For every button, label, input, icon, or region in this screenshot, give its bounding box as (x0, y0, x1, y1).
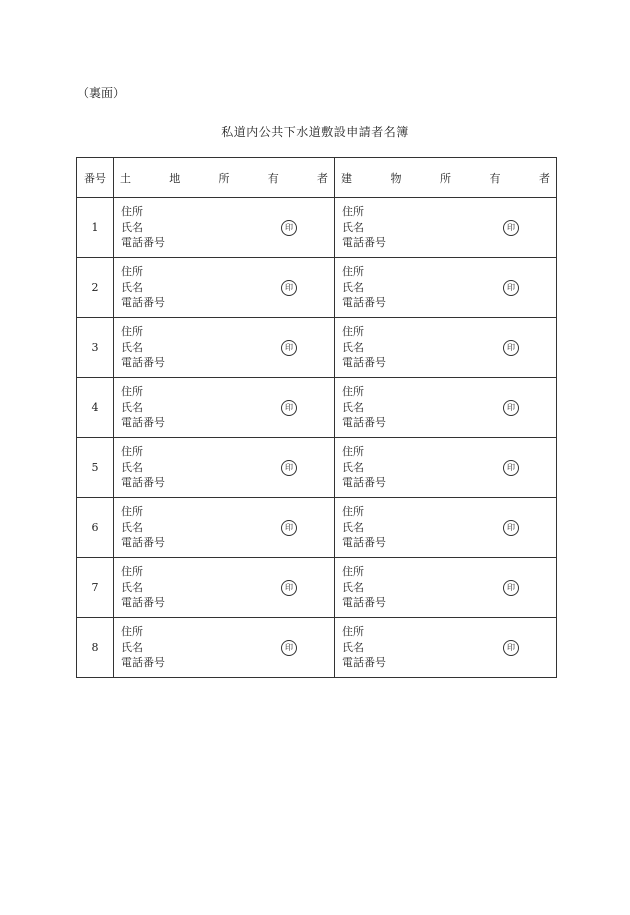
land-owner-header-char: 地 (169, 171, 181, 185)
building-owner-header-char: 所 (440, 171, 451, 185)
building-owner-cell[interactable] (335, 558, 557, 618)
seal-mark-icon: 印 (503, 520, 519, 536)
address-label: 住所 (342, 325, 364, 339)
seal-mark-icon: 印 (503, 400, 519, 416)
seal-mark-icon: 印 (503, 340, 519, 356)
number-column-header: 番号 (77, 158, 114, 198)
row-number: 3 (77, 318, 114, 378)
address-label: 住所 (121, 385, 143, 399)
name-label: 氏名 (121, 220, 143, 234)
building-owner-cell[interactable] (335, 258, 557, 318)
table-row (77, 318, 557, 378)
row-number: 2 (77, 258, 114, 318)
seal-mark-icon: 印 (503, 580, 519, 596)
table-row (77, 198, 557, 258)
table-row (77, 618, 557, 678)
land-owner-cell[interactable] (114, 558, 335, 618)
phone-label: 電話番号 (121, 596, 165, 610)
row-number: 8 (77, 618, 114, 678)
building-owner-header-char: 物 (390, 171, 402, 185)
seal-mark-icon: 印 (281, 640, 297, 656)
phone-label: 電話番号 (121, 536, 165, 550)
phone-label: 電話番号 (342, 476, 386, 490)
name-label: 氏名 (342, 460, 364, 474)
phone-label: 電話番号 (342, 416, 386, 430)
phone-label: 電話番号 (121, 296, 165, 310)
land-owner-column-header (114, 158, 335, 198)
building-owner-header-char: 建 (341, 171, 352, 185)
seal-mark-icon: 印 (281, 580, 297, 596)
name-label: 氏名 (121, 460, 143, 474)
name-label: 氏名 (121, 340, 143, 354)
name-label: 氏名 (342, 400, 364, 414)
seal-mark-icon: 印 (503, 280, 519, 296)
name-label: 氏名 (121, 520, 143, 534)
seal-mark-icon: 印 (281, 460, 297, 476)
name-label: 氏名 (342, 220, 364, 234)
name-label: 氏名 (121, 640, 143, 654)
seal-mark-icon: 印 (281, 340, 297, 356)
table-row (77, 378, 557, 438)
seal-mark-icon: 印 (503, 220, 519, 236)
address-label: 住所 (121, 505, 143, 519)
table-row (77, 258, 557, 318)
phone-label: 電話番号 (121, 656, 165, 670)
seal-mark-icon: 印 (281, 520, 297, 536)
name-label: 氏名 (342, 340, 364, 354)
row-number: 4 (77, 378, 114, 438)
name-label: 氏名 (342, 280, 364, 294)
address-label: 住所 (342, 565, 364, 579)
seal-mark-icon: 印 (281, 280, 297, 296)
land-owner-cell[interactable] (114, 258, 335, 318)
address-label: 住所 (121, 565, 143, 579)
land-owner-header-char: 有 (267, 171, 279, 185)
phone-label: 電話番号 (342, 596, 386, 610)
seal-mark-icon: 印 (503, 460, 519, 476)
building-owner-header-char: 有 (489, 171, 501, 185)
address-label: 住所 (342, 265, 364, 279)
seal-mark-icon: 印 (503, 640, 519, 656)
name-label: 氏名 (342, 640, 364, 654)
name-label: 氏名 (342, 580, 364, 594)
building-owner-header-char: 者 (539, 171, 550, 185)
name-label: 氏名 (121, 280, 143, 294)
address-label: 住所 (342, 385, 364, 399)
building-owner-column-header (335, 158, 557, 198)
land-owner-cell[interactable] (114, 378, 335, 438)
address-label: 住所 (121, 445, 143, 459)
row-number: 5 (77, 438, 114, 498)
phone-label: 電話番号 (121, 476, 165, 490)
address-label: 住所 (342, 625, 364, 639)
applicant-roster-table (76, 157, 557, 678)
phone-label: 電話番号 (342, 236, 386, 250)
phone-label: 電話番号 (121, 236, 165, 250)
building-owner-cell[interactable] (335, 618, 557, 678)
phone-label: 電話番号 (342, 536, 386, 550)
address-label: 住所 (121, 625, 143, 639)
address-label: 住所 (121, 205, 143, 219)
land-owner-cell[interactable] (114, 318, 335, 378)
row-number: 1 (77, 198, 114, 258)
building-owner-cell[interactable] (335, 318, 557, 378)
seal-mark-icon: 印 (281, 220, 297, 236)
building-owner-cell[interactable] (335, 498, 557, 558)
name-label: 氏名 (121, 400, 143, 414)
land-owner-header-char: 者 (317, 171, 328, 185)
land-owner-header-char: 所 (218, 171, 230, 185)
address-label: 住所 (342, 505, 364, 519)
row-number: 7 (77, 558, 114, 618)
building-owner-cell[interactable] (335, 198, 557, 258)
land-owner-cell[interactable] (114, 618, 335, 678)
table-row (77, 498, 557, 558)
address-label: 住所 (121, 265, 143, 279)
phone-label: 電話番号 (342, 296, 386, 310)
land-owner-cell[interactable] (114, 498, 335, 558)
phone-label: 電話番号 (121, 356, 165, 370)
table-header-row (77, 158, 557, 198)
building-owner-cell[interactable] (335, 378, 557, 438)
seal-mark-icon: 印 (281, 400, 297, 416)
phone-label: 電話番号 (121, 416, 165, 430)
building-owner-cell[interactable] (335, 438, 557, 498)
address-label: 住所 (342, 205, 364, 219)
address-label: 住所 (342, 445, 364, 459)
table-row (77, 438, 557, 498)
phone-label: 電話番号 (342, 656, 386, 670)
phone-label: 電話番号 (342, 356, 386, 370)
table-row (77, 558, 557, 618)
name-label: 氏名 (121, 580, 143, 594)
row-number: 6 (77, 498, 114, 558)
page-side-label: （裏面） (77, 86, 126, 100)
document-title: 私道内公共下水道敷設申請者名簿 (221, 125, 409, 139)
name-label: 氏名 (342, 520, 364, 534)
land-owner-cell[interactable] (114, 438, 335, 498)
address-label: 住所 (121, 325, 143, 339)
land-owner-header-char: 土 (120, 171, 131, 185)
land-owner-cell[interactable] (114, 198, 335, 258)
